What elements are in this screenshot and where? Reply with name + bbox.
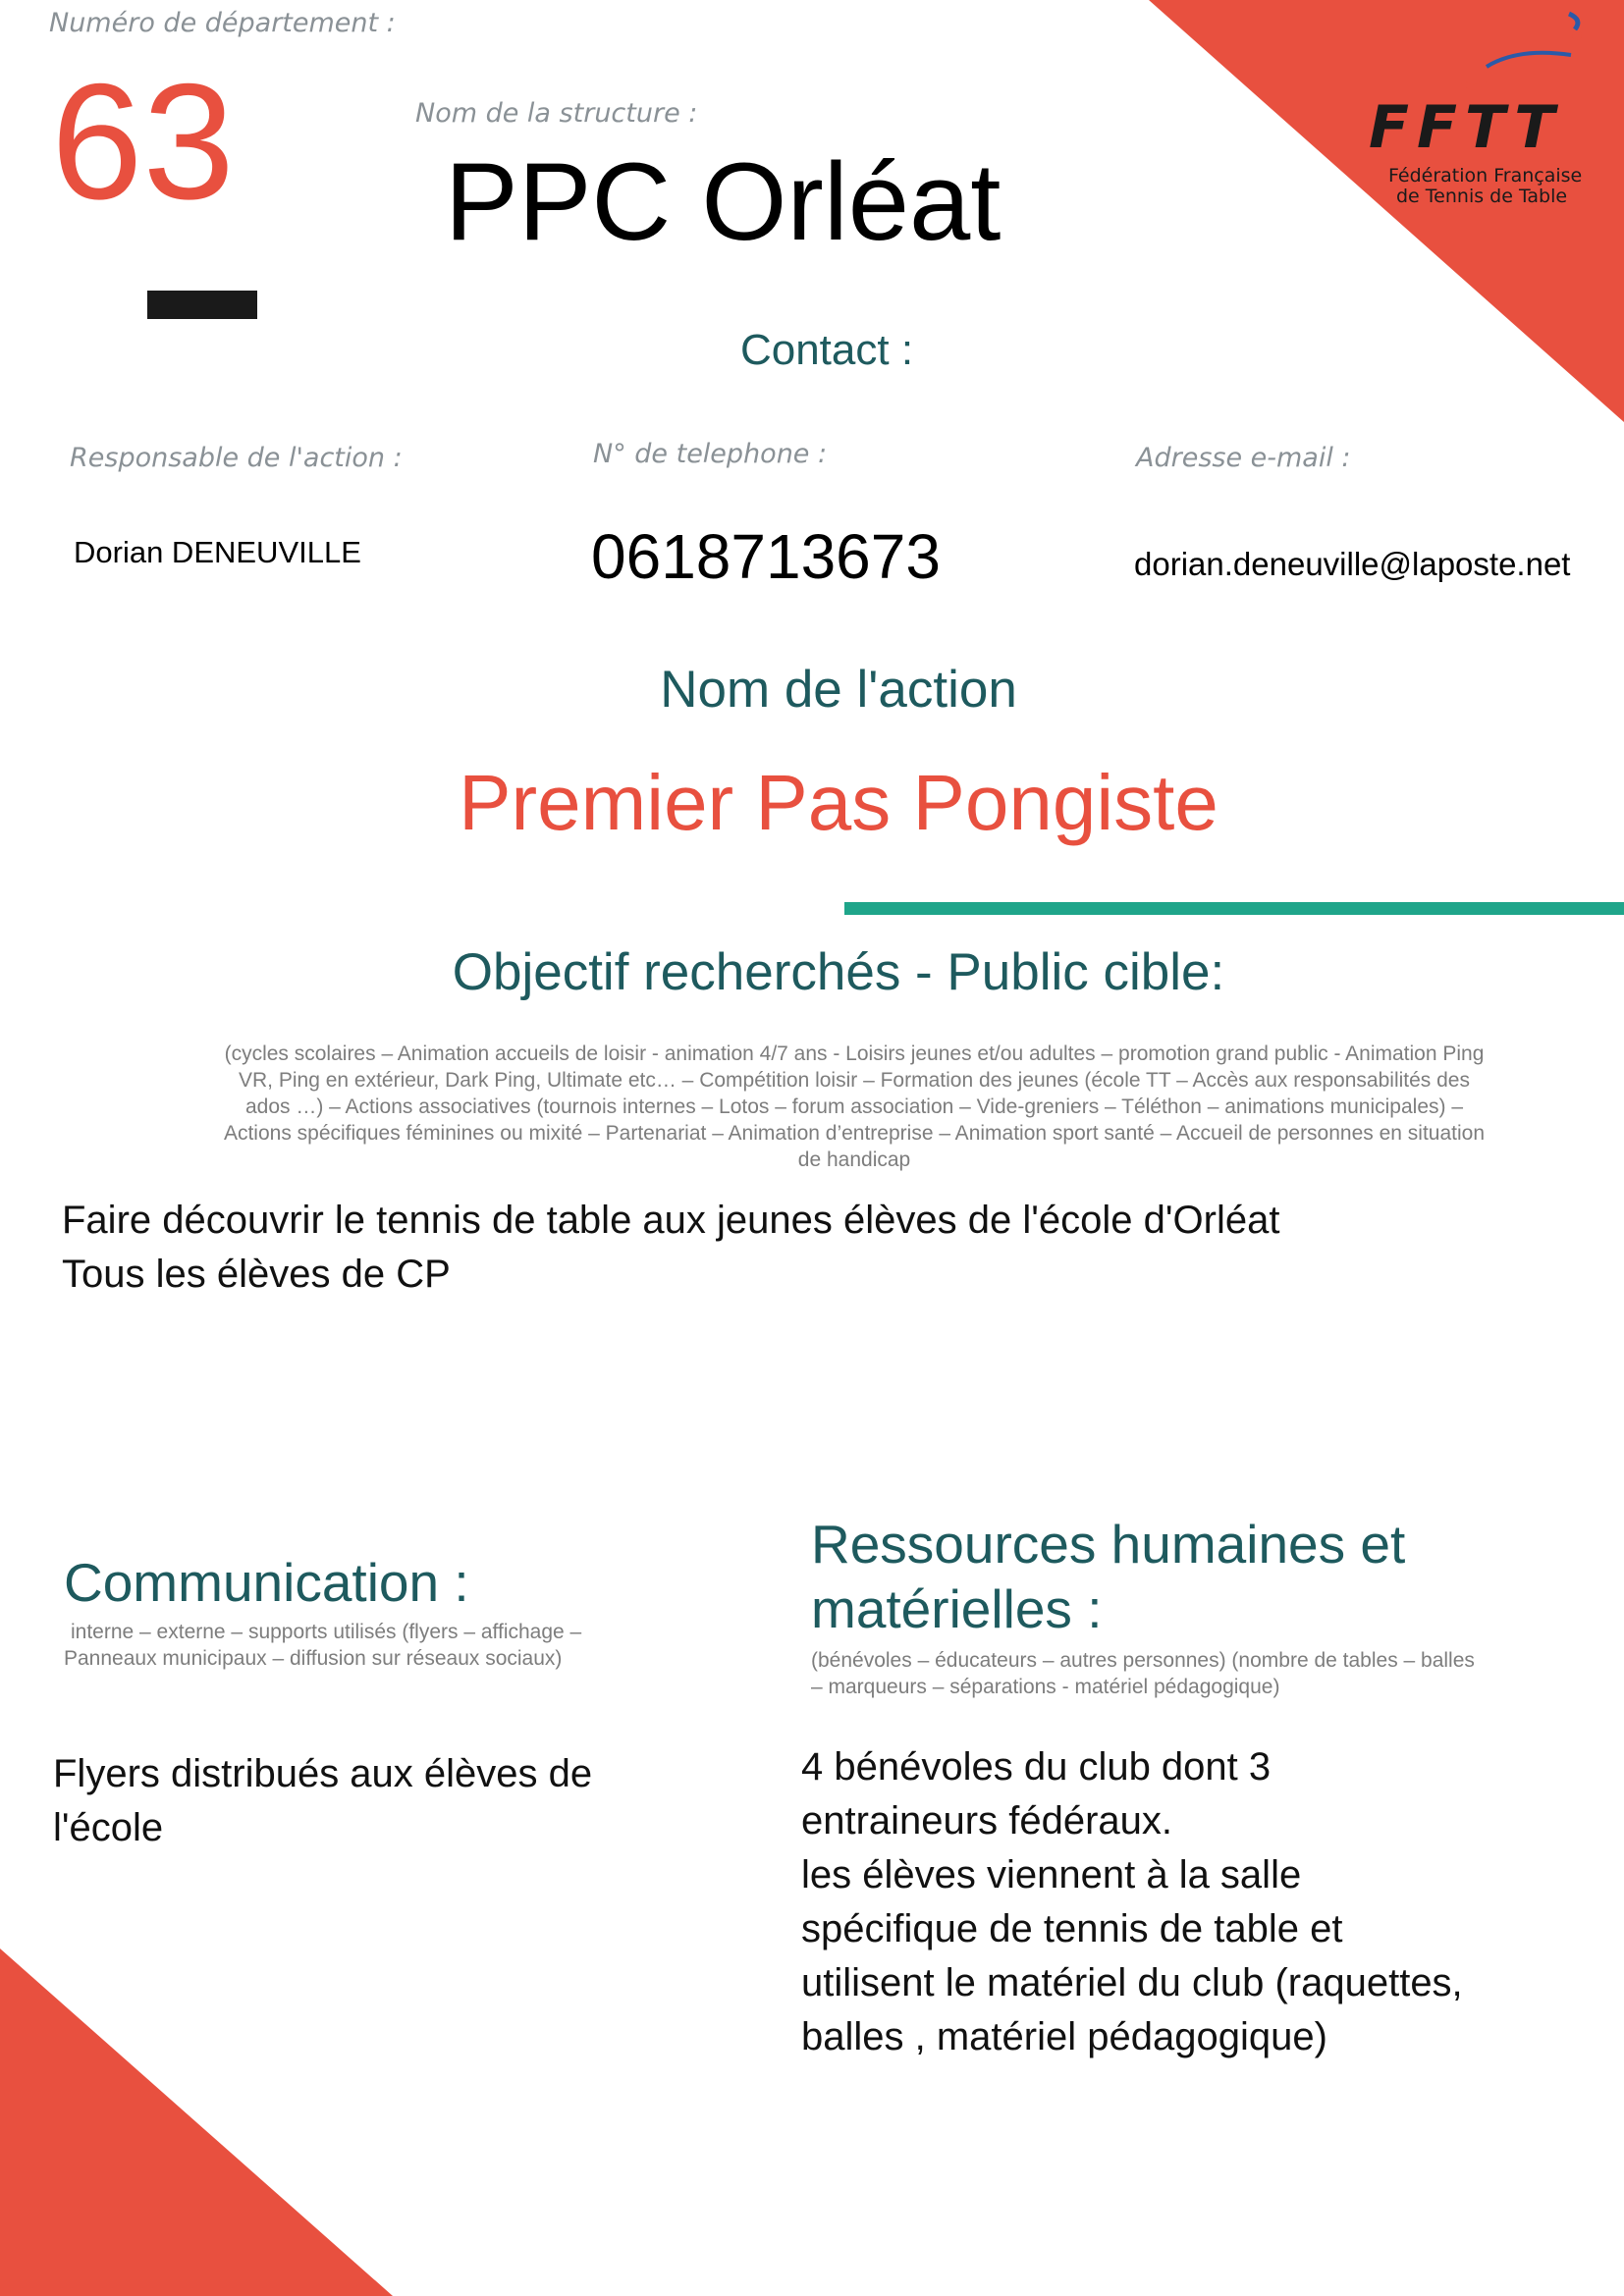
fftt-logo-wordmark: FFTT: [1369, 93, 1563, 162]
action-heading: [0, 660, 1624, 720]
department-dash-mark: [147, 291, 257, 319]
objective-hint-line: (cycles scolaires – Animation accueils de loisir - animation 4/7 ans - Loisirs jeunes et/ou adultes – promotion grand public - Animation Ping: [224, 1042, 1485, 1065]
resources-text-line: utilisent le matériel du club (raquettes,: [801, 1961, 1463, 2004]
communication-title: Communication :: [64, 1552, 469, 1613]
email-label: Adresse e-mail :: [1136, 443, 1351, 473]
communication-text-line: l'école: [53, 1806, 164, 1849]
responsible-value: Dorian DENEUVILLE: [74, 535, 361, 569]
fftt-logo: [1361, 8, 1597, 214]
action-name: [0, 758, 1624, 848]
resources-title: [811, 1512, 1577, 1641]
resources-text-line: les élèves viennent à la salle: [801, 1853, 1302, 1896]
department-label: Numéro de département :: [49, 8, 396, 38]
objective-hint-line: Actions spécifiques féminines ou mixité – Partenariat – Animation d’entreprise – Animation sport santé – Accueil de personnes en situation: [223, 1122, 1486, 1145]
objective-text-line: Faire découvrir le tennis de table aux jeunes élèves de l'école d'Orléat: [62, 1199, 1280, 1242]
department-number: 63: [51, 49, 235, 234]
phone-label: N° de telephone :: [593, 439, 828, 469]
fftt-logo-line2: de Tennis de Table: [1396, 186, 1568, 207]
resources-title-line: Ressources humaines et: [811, 1514, 1406, 1575]
email-value: dorian.deneuville@laposte.net: [1134, 546, 1571, 582]
bottom-left-corner-triangle: [0, 1949, 393, 2296]
action-heading-text: Nom de l'action: [660, 661, 1017, 719]
contact-title: [0, 326, 1624, 375]
resources-hint-line: (bénévoles – éducateurs – autres personnes) (nombre de tables – balles: [811, 1649, 1475, 1672]
fftt-logo-line1: Fédération Française: [1388, 165, 1583, 187]
communication-text-line: Flyers distribués aux élèves de: [53, 1752, 593, 1795]
action-name-text: Premier Pas Pongiste: [459, 759, 1218, 846]
section-divider-bar: [844, 902, 1624, 915]
resources-text: [801, 1740, 1528, 2064]
communication-hint-line: interne – externe – supports utilisés (flyers – affichage –: [71, 1621, 582, 1643]
objective-hint: [157, 1041, 1551, 1173]
resources-text-line: 4 bénévoles du club dont 3: [801, 1745, 1272, 1789]
structure-name: PPC Orléat: [445, 140, 1001, 263]
structure-label: Nom de la structure :: [415, 98, 698, 129]
resources-hint-line: – marqueurs – séparations - matériel pédagogique): [811, 1676, 1280, 1698]
phone-value: 0618713673: [591, 521, 941, 592]
objective-hint-line: ados …) – Actions associatives (tournois internes – Lotos – forum association – Vide-greniers – Téléthon – animations municipales) –: [244, 1095, 1464, 1118]
objective-hint-line: VR, Ping en extérieur, Dark Ping, Ultimate etc… – Compétition loisir – Formation des jeunes (école TT – Accès aux responsabilités des: [239, 1069, 1470, 1092]
objective-title-text: Objectif recherchés - Public cible:: [452, 943, 1225, 1001]
communication-hint: [64, 1619, 673, 1672]
resources-title-line: matérielles :: [811, 1578, 1103, 1639]
resources-text-line: spécifique de tennis de table et: [801, 1907, 1343, 1950]
resources-text-line: balles , matériel pédagogique): [801, 2015, 1327, 2058]
communication-text: [53, 1747, 681, 1855]
responsible-label: Responsable de l'action :: [70, 443, 403, 473]
communication-hint-line: Panneaux municipaux – diffusion sur réseaux sociaux): [64, 1647, 563, 1670]
resources-hint: [811, 1647, 1538, 1700]
objective-text: [62, 1194, 1436, 1302]
objective-hint-line: de handicap: [797, 1148, 911, 1171]
resources-text-line: entraineurs fédéraux.: [801, 1799, 1173, 1842]
objective-text-line: Tous les élèves de CP: [62, 1253, 451, 1296]
contact-title-text: Contact :: [739, 326, 914, 374]
objective-title: [0, 942, 1624, 1002]
